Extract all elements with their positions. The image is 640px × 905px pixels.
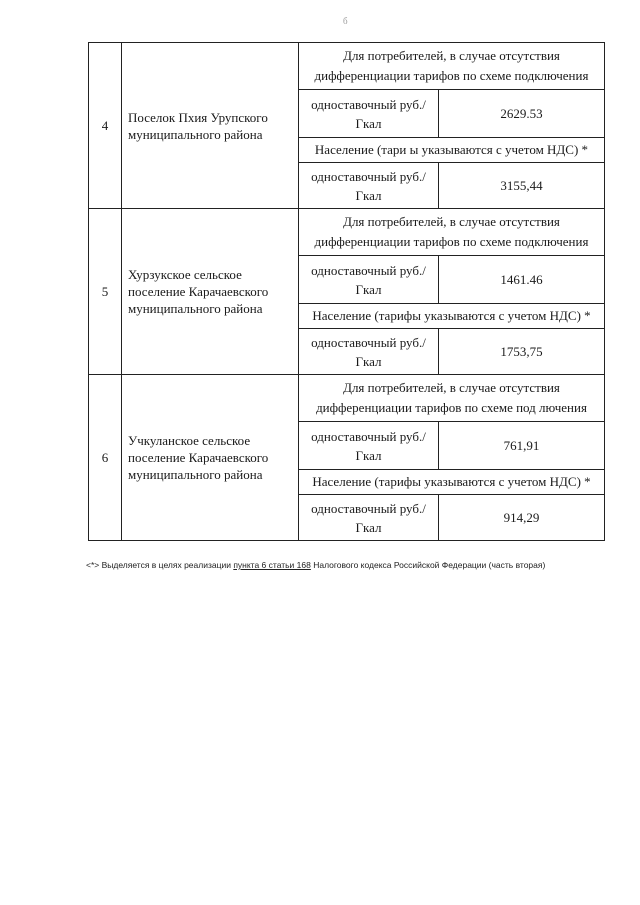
footnote [86,560,545,570]
settlement-name: Поселок Пхия Урупского муниципального района [122,43,299,209]
tariff-value: 1753,75 [439,329,605,375]
tariff-unit: одноставочный руб./Гкал [299,495,439,541]
tariff-unit: одноставочный руб./Гкал [299,163,439,209]
population-header: Население (тари ы указываются с учетом НДС) * [299,138,605,163]
settlement-name: Хурзукское сельское поселение Карачаевского муниципального района [122,209,299,375]
row-number: 4 [89,43,122,209]
footnote-prefix: <*> Выделяется в целях реализации [86,560,234,570]
consumer-category-header: Для потребителей, в случае отсутствия дифференциации тарифов по схеме подключения [299,43,605,90]
tariff-value: 761,91 [439,422,605,470]
consumer-category-header: Для потребителей, в случае отсутствия дифференциации тарифов по схеме под лючения [299,375,605,422]
population-header: Население (тарифы указываются с учетом НДС) * [299,304,605,329]
row-number: 5 [89,209,122,375]
tariff-unit: одноставочный руб./Гкал [299,329,439,375]
population-header: Население (тарифы указываются с учетом НДС) * [299,470,605,495]
consumer-category-header: Для потребителей, в случае отсутствия дифференциации тарифов по схеме подключения [299,209,605,256]
tariff-table [88,42,605,541]
tariff-value: 2629.53 [439,90,605,138]
tariff-unit: одноставочный руб./Гкал [299,256,439,304]
footnote-law-link[interactable]: пункта 6 статьи 168 [233,560,311,570]
settlement-name: Учкуланское сельское поселение Карачаевского муниципального района [122,375,299,541]
tariff-value: 914,29 [439,495,605,541]
tariff-value: 1461.46 [439,256,605,304]
tariff-unit: одноставочный руб./Гкал [299,422,439,470]
tariff-value: 3155,44 [439,163,605,209]
footnote-suffix: Налогового кодекса Российской Федерации (часть вторая) [310,560,546,570]
page-mark: б [343,16,348,26]
tariff-unit: одноставочный руб./Гкал [299,90,439,138]
row-number: 6 [89,375,122,541]
